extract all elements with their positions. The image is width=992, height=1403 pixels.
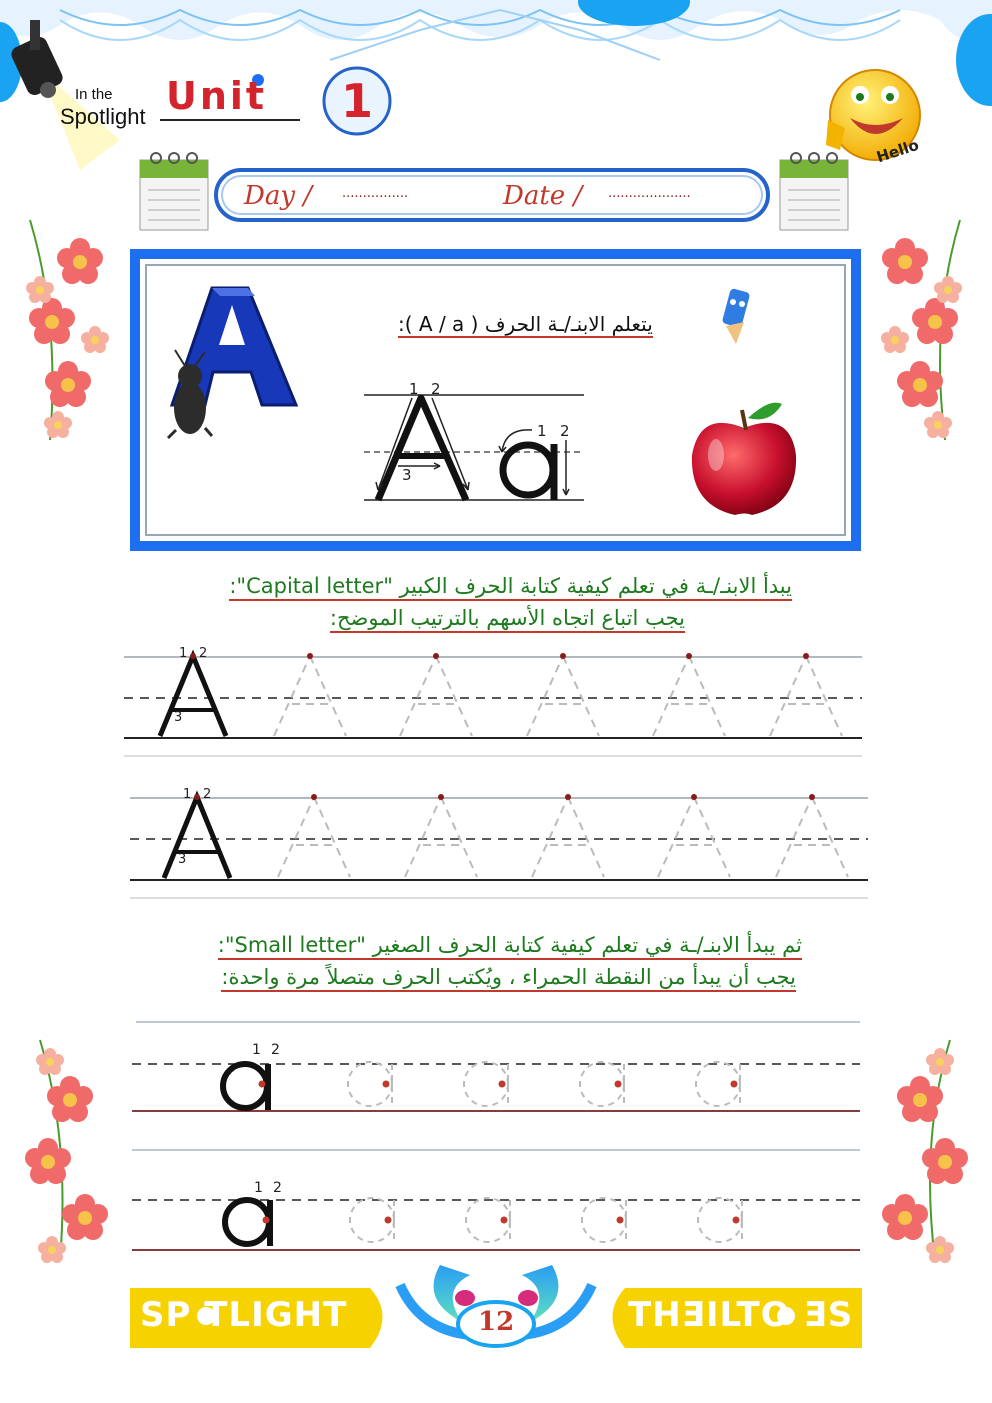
srow2-number-2: 2 — [273, 1180, 282, 1196]
flower-decoration-left-bottom — [25, 1040, 108, 1263]
guide-number-3: 3 — [402, 466, 412, 484]
capital-instruction-line1: يبدأ الابنـ/ـة في تعلم كيفية كتابة الحرف الكبير "Capital letter": — [229, 574, 792, 601]
row2-number-1: 1 — [183, 787, 192, 802]
guide-number-2: 2 — [431, 380, 441, 398]
flower-decoration-right-bottom — [882, 1040, 968, 1263]
page-number: 12 — [478, 1307, 515, 1337]
guide-number-small-1: 1 — [537, 422, 547, 440]
row2-number-2: 2 — [203, 787, 212, 802]
srow2-number-1: 1 — [254, 1180, 263, 1196]
lesson-instruction: يتعلم الابنـ/ـة الحرف ( A / a ): — [398, 312, 653, 336]
day-field[interactable]: ................ — [342, 186, 409, 201]
srow1-number-2: 2 — [271, 1042, 280, 1058]
row1-number-2: 2 — [199, 646, 208, 661]
brand-line2: Spotlight — [60, 104, 146, 129]
row1-number-1: 1 — [179, 646, 188, 661]
srow1-number-1: 1 — [252, 1042, 261, 1058]
date-label: Date / — [503, 181, 583, 211]
footer-right-text: THƎILTO ƎS — [628, 1295, 854, 1335]
unit-label: Unit — [166, 74, 268, 118]
row2-number-3: 3 — [178, 852, 187, 867]
small-tracing-row-2 — [132, 1198, 860, 1250]
small-instruction-line2: يجب أن يبدأ من النقطة الحمراء ، ويُكتب الحرف متصلاً مرة واحدة: — [221, 965, 796, 992]
brand-line1: In the — [75, 86, 113, 103]
capital-tracing-row-1 — [124, 653, 862, 756]
flower-decoration-left-top — [26, 220, 109, 440]
calendar-icon-right — [780, 153, 848, 230]
date-field[interactable]: .................... — [608, 186, 691, 201]
capital-tracing-row-2 — [130, 794, 868, 898]
small-tracing-row-1 — [132, 1022, 860, 1150]
guide-number-small-2: 2 — [560, 422, 570, 440]
small-instruction-line1: ثم يبدأ الابنـ/ـة في تعلم كيفية كتابة الحرف الصغير "Small letter": — [218, 933, 802, 960]
unit-number: 1 — [341, 74, 374, 128]
hello-label: Hello — [874, 135, 922, 167]
footer-left-text: SP TLIGHT — [140, 1295, 348, 1335]
calendar-icon-left — [140, 153, 208, 230]
flower-decoration-right-top — [881, 220, 962, 440]
guide-number-1: 1 — [409, 380, 419, 398]
row1-number-3: 3 — [174, 710, 183, 725]
day-label: Day / — [244, 181, 313, 211]
capital-instruction-line2: يجب اتباع اتجاه الأسهم بالترتيب الموضح: — [330, 606, 685, 633]
